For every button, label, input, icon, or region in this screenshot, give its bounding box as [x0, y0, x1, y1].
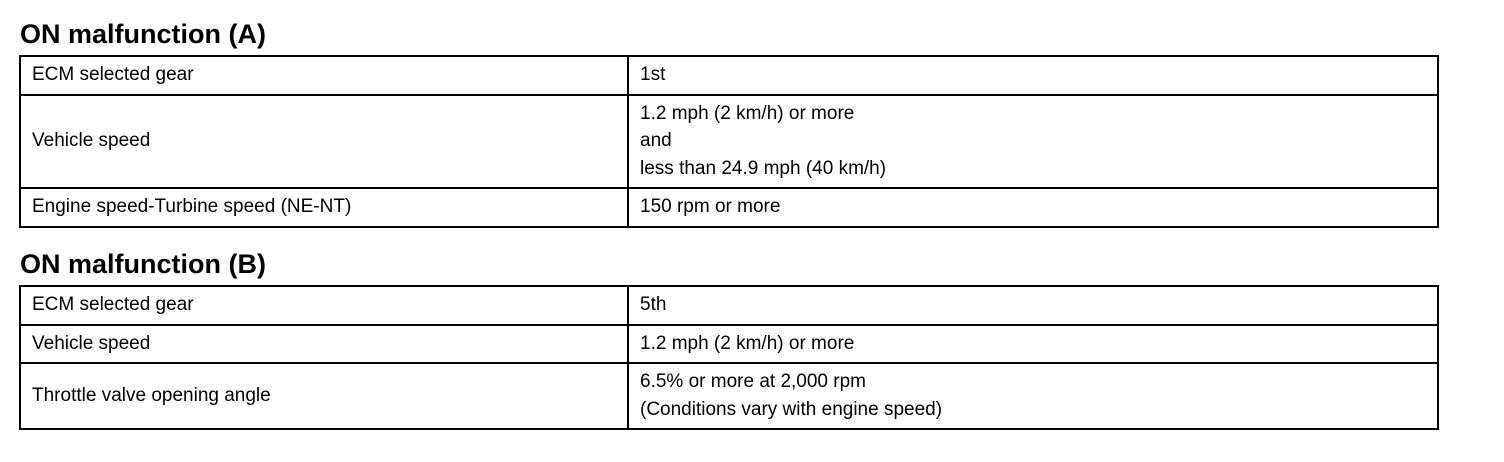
table-row [20, 95, 1438, 189]
row-label: Throttle valve opening angle [20, 363, 628, 429]
table-row [20, 188, 1438, 227]
value-line: 1.2 mph (2 km/h) or more [640, 332, 855, 354]
row-label: Vehicle speed [20, 325, 628, 364]
table-row [20, 363, 1438, 429]
row-label: Vehicle speed [20, 95, 628, 189]
row-value [628, 56, 1438, 95]
row-value [628, 95, 1438, 189]
row-label: Engine speed-Turbine speed (NE-NT) [20, 188, 628, 227]
row-value [628, 286, 1438, 325]
malfunction-a-table [19, 55, 1439, 228]
value-line: 1.2 mph (2 km/h) or more [640, 102, 855, 124]
table-row [20, 325, 1438, 364]
value-line: 5th [640, 294, 667, 315]
table-row [20, 286, 1438, 325]
row-value [628, 363, 1438, 429]
section-heading-malfunction-b: ON malfunction (B) [20, 249, 266, 279]
row-value [628, 188, 1438, 227]
value-line: and [640, 130, 672, 151]
value-line: 6.5% or more at 2,000 rpm [640, 371, 866, 392]
row-value [628, 325, 1438, 364]
row-label: ECM selected gear [20, 286, 628, 325]
value-line: 1st [640, 64, 666, 85]
section-heading-malfunction-a: ON malfunction (A) [20, 19, 266, 49]
malfunction-b-table [19, 285, 1439, 430]
table-row [20, 56, 1438, 95]
value-line: less than 24.9 mph (40 km/h) [640, 157, 887, 179]
value-line: 150 rpm or more [640, 196, 781, 217]
value-line: (Conditions vary with engine speed) [640, 398, 943, 420]
row-label: ECM selected gear [20, 56, 628, 95]
